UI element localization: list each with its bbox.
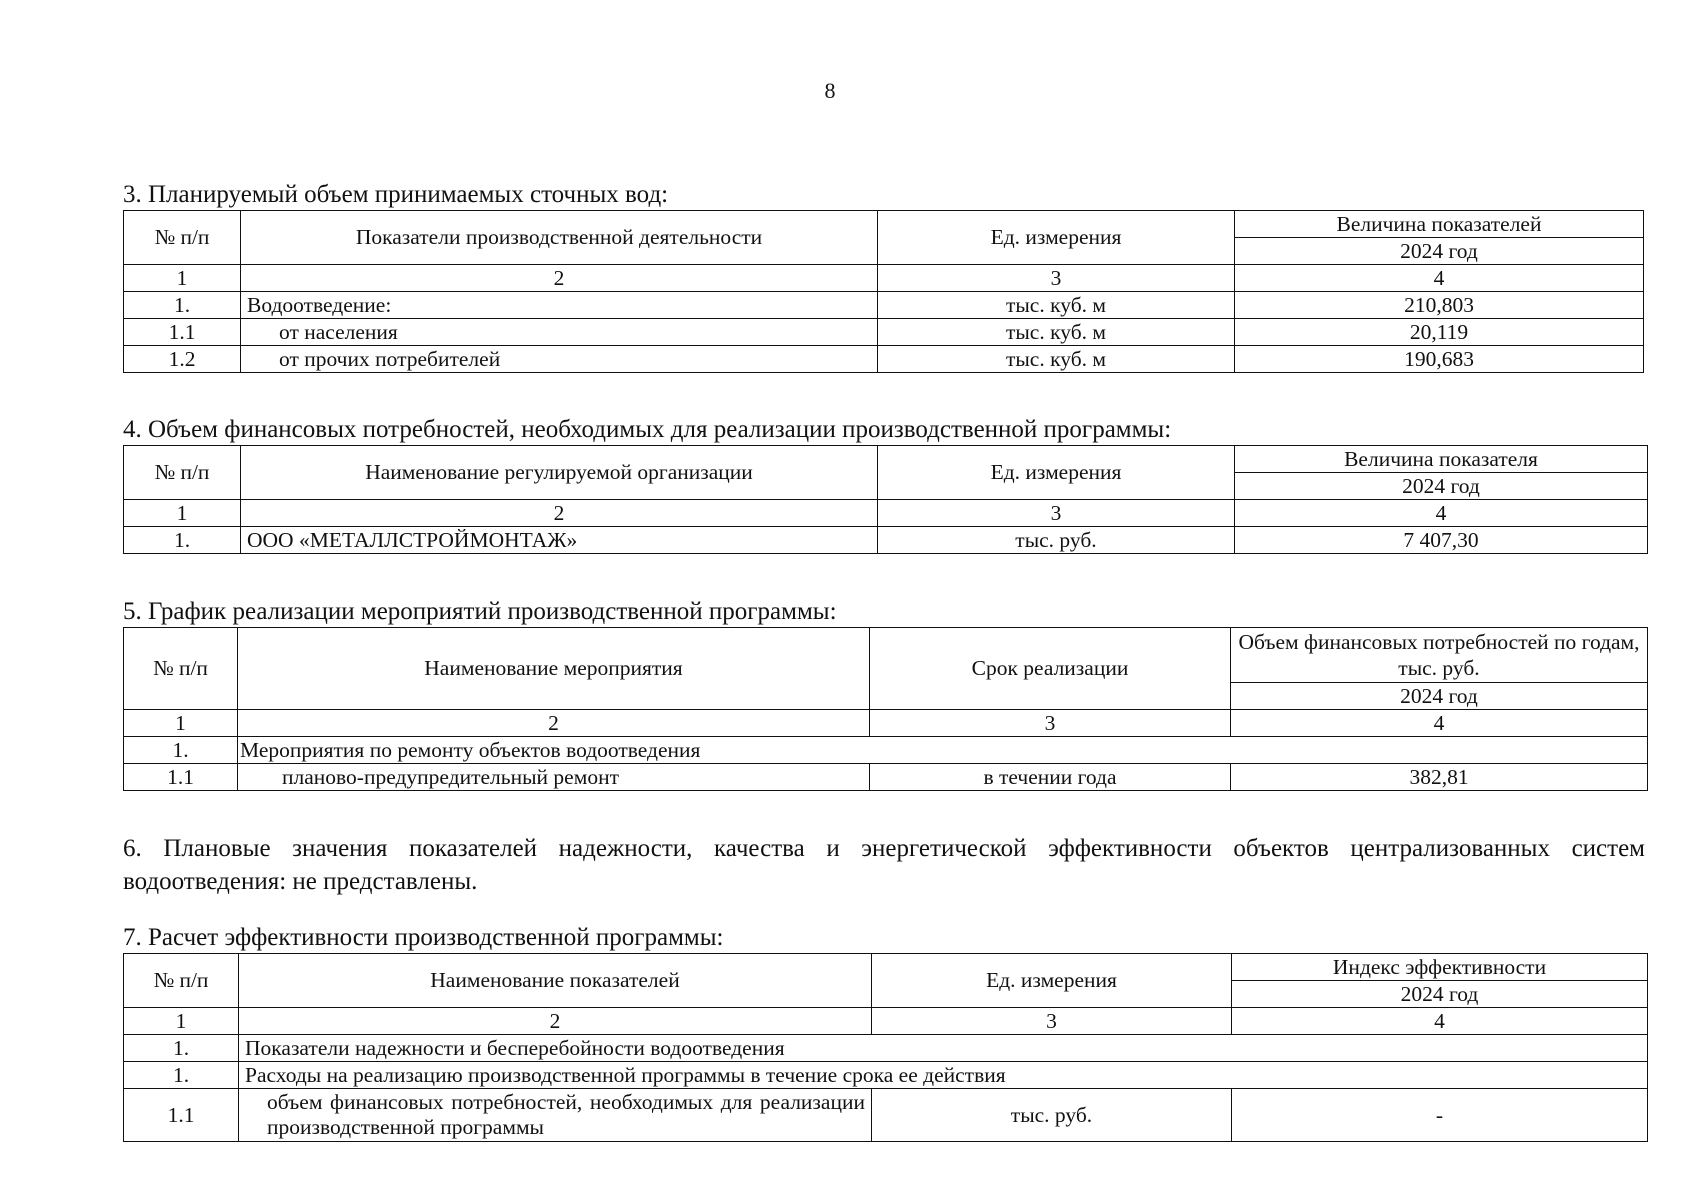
row-unit: тыс. куб. м — [878, 292, 1235, 319]
index-cell: 3 — [872, 1008, 1232, 1035]
efficiency-table — [123, 953, 1648, 1142]
table-group-row — [124, 1035, 1648, 1062]
header-year: 2024 год — [1231, 683, 1648, 710]
row-value: 7 407,30 — [1235, 527, 1648, 554]
row-name: планово-предупредительный ремонт — [238, 764, 870, 791]
index-cell: 4 — [1232, 1008, 1648, 1035]
page-number: 8 — [824, 78, 836, 103]
table-group-row — [124, 1062, 1648, 1089]
table-row — [124, 292, 1644, 319]
header-year: 2024 год — [1235, 238, 1644, 265]
financial-needs-table — [123, 445, 1648, 554]
row-value: 20,119 — [1235, 319, 1644, 346]
wastewater-table — [123, 210, 1644, 373]
header-name: Наименование показателей — [239, 954, 872, 1008]
section-7-title: 7. Расчет эффективности производственной программы: — [123, 924, 724, 951]
header-num: № п/п — [124, 954, 239, 1008]
row-value: 210,803 — [1235, 292, 1644, 319]
row-name: Водоотведение: — [241, 292, 878, 319]
header-value: Величина показателя — [1235, 446, 1648, 473]
section-6-text: 6. Плановые значения показателей надежности, качества и энергетической эффективности объектов централизованных систем водоотведения: не представлены. — [123, 835, 1645, 895]
table-row — [124, 346, 1644, 373]
section-efficiency — [123, 923, 1648, 1142]
row-num: 1.1 — [124, 319, 241, 346]
header-num: № п/п — [124, 446, 241, 500]
index-cell: 3 — [870, 710, 1231, 737]
index-cell: 3 — [878, 500, 1235, 527]
row-value: 382,81 — [1231, 764, 1648, 791]
index-cell: 1 — [124, 500, 241, 527]
index-cell: 1 — [124, 1008, 239, 1035]
row-num: 1. — [124, 737, 238, 764]
header-value: Индекс эффективности — [1232, 954, 1648, 981]
row-unit: тыс. руб. — [878, 527, 1235, 554]
row-name: от прочих потребителей — [241, 346, 878, 373]
row-term: в течении года — [870, 764, 1231, 791]
index-cell: 2 — [239, 1008, 872, 1035]
row-name: объем финансовых потребностей, необходимых для реализации производственной программы — [239, 1089, 872, 1142]
row-num: 1. — [124, 1035, 239, 1062]
header-year: 2024 год — [1232, 981, 1648, 1008]
header-num: № п/п — [124, 211, 241, 265]
index-cell: 4 — [1235, 500, 1648, 527]
table-row — [124, 319, 1644, 346]
row-name: Мероприятия по ремонту объектов водоотведения — [238, 737, 1648, 764]
row-num: 1. — [124, 292, 241, 319]
row-name: ООО «МЕТАЛЛСТРОЙМОНТАЖ» — [241, 527, 878, 554]
row-value: - — [1232, 1089, 1648, 1142]
row-num: 1.1 — [124, 1089, 239, 1142]
index-cell: 1 — [124, 265, 241, 292]
table-row — [124, 1089, 1648, 1142]
index-row — [124, 265, 1644, 292]
header-term: Срок реализации — [870, 628, 1231, 710]
row-unit: тыс. руб. — [872, 1089, 1232, 1142]
index-row — [124, 500, 1648, 527]
index-cell: 3 — [878, 265, 1235, 292]
row-num: 1.1 — [124, 764, 238, 791]
index-cell: 4 — [1231, 710, 1648, 737]
index-cell: 2 — [241, 500, 878, 527]
section-reliability — [123, 832, 1645, 898]
row-unit: тыс. куб. м — [878, 319, 1235, 346]
row-name: от населения — [241, 319, 878, 346]
table-row — [124, 527, 1648, 554]
header-year: 2024 год — [1235, 473, 1648, 500]
schedule-table — [123, 627, 1648, 791]
table-row — [124, 764, 1648, 791]
section-financial-needs — [123, 415, 1648, 554]
section-3-title: 3. Планируемый объем принимаемых сточных вод: — [123, 181, 669, 208]
row-num: 1.2 — [124, 346, 241, 373]
table-group-row — [124, 737, 1648, 764]
header-num: № п/п — [124, 628, 238, 710]
section-5-title: 5. График реализации мероприятий производственной программы: — [123, 598, 837, 625]
header-unit: Ед. измерения — [878, 211, 1235, 265]
section-4-title: 4. Объем финансовых потребностей, необходимых для реализации производственной программы: — [123, 416, 1172, 443]
header-unit: Ед. измерения — [872, 954, 1232, 1008]
section-planned-wastewater — [123, 180, 1644, 373]
index-cell: 2 — [241, 265, 878, 292]
index-row — [124, 1008, 1648, 1035]
index-cell: 2 — [238, 710, 870, 737]
header-value: Объем финансовых потребностей по годам, тыс. руб. — [1231, 628, 1648, 683]
header-value: Величина показателей — [1235, 211, 1644, 238]
header-name: Показатели производственной деятельности — [241, 211, 878, 265]
row-name: Расходы на реализацию производственной программы в течение срока ее действия — [239, 1062, 1648, 1089]
row-name: Показатели надежности и бесперебойности водоотведения — [239, 1035, 1648, 1062]
header-name: Наименование мероприятия — [238, 628, 870, 710]
index-row — [124, 710, 1648, 737]
row-value: 190,683 — [1235, 346, 1644, 373]
section-schedule — [123, 597, 1648, 791]
index-cell: 1 — [124, 710, 238, 737]
header-unit: Ед. измерения — [878, 446, 1235, 500]
row-unit: тыс. куб. м — [878, 346, 1235, 373]
header-name: Наименование регулируемой организации — [241, 446, 878, 500]
row-num: 1. — [124, 1062, 239, 1089]
index-cell: 4 — [1235, 265, 1644, 292]
row-num: 1. — [124, 527, 241, 554]
